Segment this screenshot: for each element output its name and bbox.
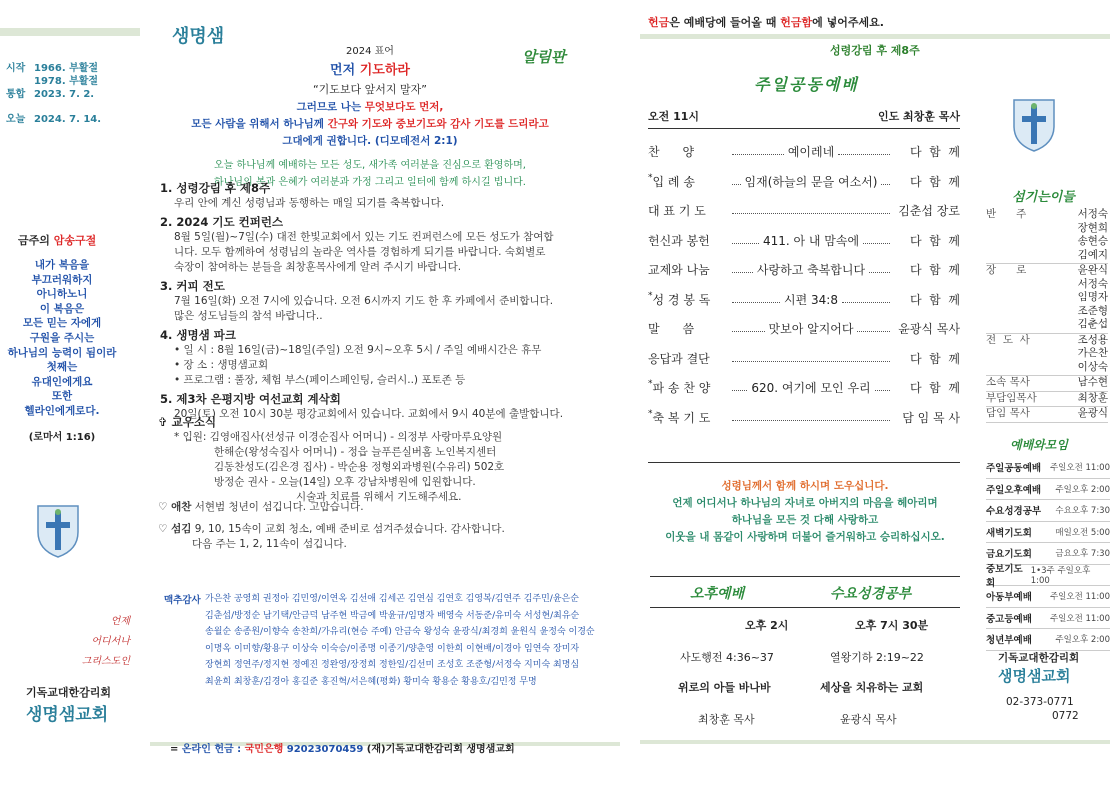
staff-group xyxy=(986,264,1108,334)
staff-name: 서정숙 xyxy=(1077,208,1108,220)
welcome-2: 하나님의 복과 은혜가 여러분과 가정 그리고 일터에 함께 하시길 빕니다. xyxy=(214,177,526,188)
memory-verse-line: 이 복음은 xyxy=(39,302,85,315)
order-content xyxy=(728,379,894,396)
blessing-2: 언제 어디서나 하나님의 자녀로 아버지의 마음을 헤아리며 xyxy=(672,497,938,509)
wednesday-title: 수요성경공부 xyxy=(830,586,912,602)
staff-name: 최창훈 xyxy=(1077,391,1108,404)
order-content xyxy=(728,207,894,214)
notice-line: 7월 16일(화) 오전 7시에 있습니다. 오전 6시까지 기도 한 후 카페에서 준비합니다. xyxy=(174,295,554,307)
order-name xyxy=(648,379,728,396)
order-name xyxy=(648,350,728,367)
order-name xyxy=(648,173,728,190)
notice-board-title: 알림판 xyxy=(522,48,566,66)
order-name-text: 입 례 송 xyxy=(652,174,695,189)
order-content-text: 임재(하늘의 문을 여소서) xyxy=(744,174,878,189)
staff-row xyxy=(986,392,1108,406)
wednesday-preacher: 윤광식 목사 xyxy=(840,713,897,726)
blessing-3: 하나님을 모든 것 다해 사랑하고 xyxy=(731,514,879,526)
service-header xyxy=(648,108,960,129)
staff-name: 이상숙 xyxy=(1077,360,1108,373)
memory-verse-line: 모든 믿는 자에게 xyxy=(22,317,102,330)
staff-name: 조준형 xyxy=(1077,304,1108,317)
dots xyxy=(732,414,890,421)
order-content xyxy=(728,414,894,421)
notice-line: 숙장이 참여하는 분들을 최창훈목사에게 알려 주시기 바랍니다. xyxy=(174,261,462,273)
meeting-time: 수요오후 7:30 xyxy=(1055,506,1110,517)
staff-name: 윤완식 xyxy=(1077,264,1108,276)
staff-row xyxy=(986,264,1108,278)
thanksgiving-line: 이명옥 이미향/황용구 이상숙 이숙승/이종명 이종기/양춘영 이한희 이현배/이경아 임연숙 장미자 xyxy=(205,643,580,654)
church-emblem-icon xyxy=(36,502,80,558)
notice-line: • 프로그램 : 풀장, 체험 부스(페이스페인팅, 슬러시..) 포토존 등 xyxy=(174,374,466,386)
meeting-time: 주일오후 2:00 xyxy=(1055,635,1110,646)
order-who: 김춘섭 장로 xyxy=(898,204,960,218)
church-news-body xyxy=(158,430,618,505)
order-mark: * xyxy=(648,172,653,183)
notices xyxy=(160,180,620,425)
header-bar-left xyxy=(0,28,140,36)
staff-title: 섬기는이들 xyxy=(1012,190,1075,205)
meeting-row xyxy=(986,457,1110,479)
order-row xyxy=(648,143,960,160)
staff-role xyxy=(986,249,1044,263)
order-name-text: 응답과 결단 xyxy=(648,351,710,366)
order-mark: * xyxy=(648,290,653,301)
staff-row xyxy=(986,222,1108,236)
date-row: 1978. 부활절 xyxy=(34,76,99,87)
wednesday-sermon: 세상을 치유하는 교회 xyxy=(820,681,924,694)
order-who: 다 함 께 xyxy=(909,233,960,248)
afternoon-section xyxy=(650,576,960,726)
order-name-text: 찬 양 xyxy=(648,145,695,159)
phone-1: 02-373-0771 xyxy=(1006,696,1074,708)
afternoon-title: 오후예배 xyxy=(690,586,745,602)
memory-verse-line: 첫째는 xyxy=(46,361,78,374)
order-content-text: 시편 34:8 xyxy=(784,292,838,307)
verse-line-2: 모든 사람을 위해서 하나님께 간구와 기도와 중보기도와 감사 기도를 드리라고 xyxy=(191,118,549,130)
blessing-1: 성령님께서 함께 하시며 도우십니다. xyxy=(721,480,889,492)
order-who: 윤광식 목사 xyxy=(898,322,960,336)
staff-row xyxy=(986,347,1108,361)
notice-item xyxy=(160,327,620,388)
news-line: 방정순 권사 - 오늘(14일) 오후 강남차병원에 입원합니다. xyxy=(214,476,476,488)
notice-title: 2. 2024 기도 컨퍼런스 xyxy=(160,215,284,229)
order-name xyxy=(648,202,728,219)
date-row: 오늘 2024. 7. 14. xyxy=(6,114,102,125)
dots xyxy=(732,178,741,185)
staff-role: 소속 목사 xyxy=(986,376,1030,388)
memory-verse-line: 헬라인에게로다. xyxy=(24,404,100,417)
dots xyxy=(857,325,890,332)
thanksgiving-line: 가은찬 공영희 권정아 김민영/이연옥 김선애 김세곤 김연심 김연호 김영복/김연주 김주민/윤은순 xyxy=(205,594,579,604)
dots xyxy=(732,148,784,155)
dots xyxy=(732,266,753,273)
flower-notice: ♡ 애찬 서현범 청년이 섬깁니다. 고맙습니다. xyxy=(158,501,364,513)
thanksgiving-list xyxy=(205,591,625,690)
order-content xyxy=(728,143,894,160)
afternoon-sermon: 위로의 아들 바나바 xyxy=(678,681,771,694)
church-emblem-icon xyxy=(1012,96,1056,152)
notice-line: 우리 안에 계신 성령님과 동행하는 매일 되기를 축복합니다. xyxy=(174,197,445,209)
order-content xyxy=(728,261,894,278)
order-row xyxy=(648,350,960,367)
staff-role: 부담임목사 xyxy=(986,391,1037,404)
meeting-time: 1•3주 주일오후 1:00 xyxy=(1030,565,1091,586)
staff-name: 송현승 xyxy=(1077,235,1108,247)
thanksgiving-line: 최윤희 최창훈/김경아 홍길준 홍진혁/서은혜(평화) 황미숙 황용순 황용호/김민정 무명 xyxy=(205,676,537,687)
staff-row xyxy=(986,334,1108,348)
staff-name: 김춘섭 xyxy=(1077,318,1108,330)
notice-title: 4. 생명샘 파크 xyxy=(160,328,236,342)
memory-verse-line: 아니하노니 xyxy=(36,288,88,301)
church-news xyxy=(158,414,618,505)
motto-line: 어디서나 xyxy=(91,636,130,647)
staff-name: 임명자 xyxy=(1077,291,1108,303)
motto-line: 그리스도인 xyxy=(81,656,130,667)
church-news-title: ✞ 교우소식 xyxy=(158,415,217,429)
order-row xyxy=(648,409,960,426)
staff-role xyxy=(986,347,1044,361)
order-row xyxy=(648,261,960,278)
staff-role xyxy=(986,222,1044,236)
memory-verse-line: 또한 xyxy=(51,390,73,403)
order-who: 담 임 목 사 xyxy=(902,410,960,425)
meeting-name: 주일공동예배 xyxy=(986,463,1042,475)
church-name-top: 생명샘 xyxy=(172,26,225,47)
phone-2: 0772 xyxy=(1052,710,1079,722)
thanksgiving-line: 김춘섭/방정순 남기택/안금덕 남주현 박금예 박윤규/임명자 배영숙 서동준/유미숙 서성현/최유순 xyxy=(205,610,580,621)
meeting-row xyxy=(986,565,1110,587)
order-name-text: 교제와 나눔 xyxy=(648,263,710,277)
date-row: 통합 2023. 7. 2. xyxy=(6,89,95,100)
order-name xyxy=(648,320,728,337)
meeting-time: 금요오후 7:30 xyxy=(1055,549,1110,560)
thanksgiving-line: 장현희 정연주/정지현 정예진 정완영/장정희 정한일/김선미 조성호 조준형/서정숙 지미숙 최명심 xyxy=(205,660,580,670)
dots xyxy=(863,237,890,244)
dots xyxy=(732,207,890,214)
order-name xyxy=(648,143,728,160)
blessing xyxy=(640,478,970,546)
service-time: 오전 11시 xyxy=(648,110,700,123)
memory-verse-line: 유대인에게요 xyxy=(31,375,93,388)
staff-group xyxy=(986,334,1108,377)
order-row xyxy=(648,202,960,219)
online-offering: = 온라인 헌금 : 국민은행 92023070459 (재)기독교대한감리회 생명샘교회 xyxy=(170,744,515,755)
dots xyxy=(732,355,890,362)
notice-title: 5. 제3차 은평지방 여선교회 계삭회 xyxy=(160,392,341,406)
dots xyxy=(732,237,759,244)
meeting-row xyxy=(986,500,1110,522)
staff-row xyxy=(986,235,1108,249)
staff-row xyxy=(986,361,1108,375)
afternoon-text: 사도행전 4:36~37 xyxy=(680,651,774,664)
order-name-text: 파 송 찬 양 xyxy=(652,381,711,395)
wednesday-time: 오후 7시 30분 xyxy=(855,619,929,632)
staff-row xyxy=(986,407,1108,421)
staff-role: 반 주 xyxy=(986,208,1027,220)
denomination-left: 기독교대한감리회 xyxy=(26,686,112,699)
order-row xyxy=(648,379,960,396)
year-motto: 2024 표어 xyxy=(346,46,394,57)
motto: 먼저 기도하라 xyxy=(330,63,410,78)
service-title: 주일공동예배 xyxy=(754,75,859,94)
order-content-text: 맛보아 알지어다 xyxy=(768,322,854,336)
service-footer-line xyxy=(648,462,960,463)
denomination-right: 기독교대한감리회 xyxy=(998,652,1080,664)
order-row xyxy=(648,232,960,249)
verse-line-1: 그러므로 나는 무엇보다도 먼저, xyxy=(296,101,444,113)
order-content xyxy=(728,232,894,249)
motto xyxy=(40,612,130,672)
meeting-row xyxy=(986,522,1110,544)
meeting-time: 매일오전 5:00 xyxy=(1055,527,1110,538)
order-name-text: 대 표 기 도 xyxy=(648,204,706,218)
order-content-text: 620. 여기에 모인 우리 xyxy=(751,381,871,395)
staff-row xyxy=(986,208,1108,222)
news-line: 김동찬성도(김은경 집사) - 박순용 정형외과병원(수유리) 502호 xyxy=(214,461,505,473)
afternoon-preacher: 최창훈 목사 xyxy=(698,713,755,726)
header-bar-right xyxy=(640,34,1110,39)
offering-reminder: 헌금은 예배당에 들어올 때 헌금함에 넣어주세요. xyxy=(648,16,884,29)
meeting-row xyxy=(986,629,1110,651)
order-mark: * xyxy=(648,379,653,389)
order-name xyxy=(648,232,728,249)
order-content xyxy=(728,355,894,362)
memory-verse-line: 내가 복음을 xyxy=(34,259,90,271)
serve-notice: ♡ 섬김 9, 10, 15속이 교회 청소, 예배 준비로 섬겨주셨습니다. 감사합니다. 다음 주는 1, 2, 11속이 섬깁니다. xyxy=(158,523,505,550)
meetings-title: 예배와모임 xyxy=(1010,438,1068,452)
welcome-1: 오늘 하나님께 예배하는 모든 성도, 새가족 여러분을 진심으로 환영하며, xyxy=(214,160,526,171)
staff-row xyxy=(986,278,1108,292)
order-who: 다 함 께 xyxy=(909,292,960,307)
dots xyxy=(881,178,890,185)
dots xyxy=(732,296,780,303)
memory-verse-line: 부끄러워하지 xyxy=(31,273,93,286)
order-name-text: 헌신과 봉헌 xyxy=(648,233,710,248)
order-row xyxy=(648,291,960,308)
staff-role xyxy=(986,361,1044,375)
notice-title: 3. 커피 전도 xyxy=(160,279,225,293)
staff-role xyxy=(986,318,1044,332)
meeting-name: 주일오후예배 xyxy=(986,484,1042,496)
section-divider xyxy=(650,607,960,608)
memory-verse xyxy=(0,258,124,419)
order-name-text: 축 복 기 도 xyxy=(652,410,711,425)
footer-bar-right xyxy=(640,740,1110,744)
wednesday-text: 열왕기하 2:19~22 xyxy=(830,651,924,664)
notice-line: • 일 시 : 8월 16일(금)~18일(주일) 오전 9시~오후 5시 / 주일 예배시간은 휴무 xyxy=(174,344,542,356)
memory-verse-line: 구원을 주시는 xyxy=(29,331,95,344)
staff-role xyxy=(986,278,1044,292)
dots xyxy=(875,384,890,391)
thanksgiving-line: 송월순 송종원/이향숙 송찬희/가유리(현승 주예) 안금숙 왕성숙 윤광식/최경희 윤원식 윤정숙 이경순 xyxy=(205,627,595,637)
order-name-text: 성 경 봉 독 xyxy=(652,292,711,307)
meeting-row xyxy=(986,479,1110,501)
notice-item xyxy=(160,278,620,324)
week-label: 성령강림 후 제8주 xyxy=(830,44,920,57)
meeting-time: 주일오전 11:00 xyxy=(1049,613,1110,624)
staff-role: 전 도 사 xyxy=(986,333,1030,346)
afternoon-time: 오후 2시 xyxy=(745,619,789,632)
meeting-time: 주일오전 11:00 xyxy=(1049,592,1110,603)
order-name xyxy=(648,291,728,308)
motto-line: 언제 xyxy=(110,616,130,627)
church-name-left: 생명샘교회 xyxy=(26,705,109,725)
dots xyxy=(838,148,890,155)
staff-group xyxy=(986,407,1108,423)
order-who: 다 함 께 xyxy=(909,174,960,189)
staff-row xyxy=(986,249,1108,263)
notice-line: 니다. 모두 함께하여 성령님의 놀라운 역사를 경험하게 되기를 바랍니다. 숙회별로 xyxy=(174,246,546,258)
staff-name: 장현희 xyxy=(1077,221,1108,234)
order-name-text: 말 씀 xyxy=(648,322,695,336)
meeting-row xyxy=(986,608,1110,630)
order-content xyxy=(728,320,894,337)
staff-role: 담임 목사 xyxy=(986,407,1030,419)
meetings-list xyxy=(986,457,1110,651)
staff-row xyxy=(986,291,1108,305)
staff-name: 조성용 xyxy=(1077,333,1108,346)
order-who: 다 함 께 xyxy=(909,381,960,395)
notice-line: • 장 소 : 생명샘교회 xyxy=(174,359,269,371)
staff-row xyxy=(986,318,1108,332)
church-name-right: 생명샘교회 xyxy=(998,667,1071,685)
dots xyxy=(732,384,747,391)
date-row: 시작 1966. 부활절 xyxy=(6,63,99,74)
meeting-row xyxy=(986,586,1110,608)
order-content xyxy=(728,291,894,308)
dots xyxy=(842,296,890,303)
staff-name: 서정숙 xyxy=(1077,277,1108,290)
history-dates xyxy=(6,62,101,126)
order-content-text: 411. 아 내 맘속에 xyxy=(762,233,860,248)
order-who: 다 함 께 xyxy=(909,263,960,277)
verse-line-3: 그대에게 권합니다. (디모데전서 2:1) xyxy=(282,135,458,147)
staff-name: 김예지 xyxy=(1077,248,1108,261)
meeting-name: 새벽기도회 xyxy=(986,527,1032,539)
meeting-name: 중고등예배 xyxy=(986,613,1032,625)
staff-name: 가은찬 xyxy=(1077,347,1108,359)
notice-line: 많은 성도님들의 참석 바랍니다.. xyxy=(174,310,323,322)
notice-item xyxy=(160,214,620,275)
news-line: 한해순(왕성숙집사 어머니) - 정읍 늘푸른실버홈 노인복지센터 xyxy=(214,446,497,458)
order-name xyxy=(648,261,728,278)
meeting-name: 금요기도회 xyxy=(986,549,1032,561)
memory-verse-title: 금주의 암송구절 xyxy=(18,234,97,247)
meeting-name: 중보기도회 xyxy=(986,563,1023,589)
staff-role xyxy=(986,291,1044,305)
order-mark: * xyxy=(648,408,653,419)
notice-line: 8월 5일(월)~7일(수) 대전 한빛교회에서 있는 기도 컨퍼런스에 모든 성도가 참여합 xyxy=(174,231,554,243)
meeting-name: 청년부예배 xyxy=(986,635,1032,647)
meeting-name: 수요성경공부 xyxy=(986,506,1042,518)
staff-role: 장 로 xyxy=(986,264,1027,276)
staff-list xyxy=(986,208,1108,423)
notice-title: 1. 성령강림 후 제8주 xyxy=(160,181,271,195)
meeting-time: 주일오전 11:00 xyxy=(1049,463,1110,474)
staff-row xyxy=(986,376,1108,390)
notice-line: 20일(토) 오전 10시 30분 평강교회에서 있습니다. 교회에서 9시 40분에 출발합니다. xyxy=(174,408,564,420)
staff-group xyxy=(986,376,1108,392)
staff-role xyxy=(986,305,1044,319)
blessing-4: 이웃을 내 몸같이 사랑하며 더불어 즐거워하고 승리하십시오. xyxy=(665,531,945,543)
notice-item xyxy=(160,180,620,211)
quote: “기도보다 앞서지 말자” xyxy=(312,83,428,96)
dots xyxy=(869,266,890,273)
meeting-name: 아동부예배 xyxy=(986,592,1032,604)
news-line: * 입원: 김영애집사(선성규 이경순집사 어머니) - 의정부 사랑마루요양원 xyxy=(174,431,503,443)
memory-verse-line: 하나님의 능력이 됨이라 xyxy=(7,346,117,359)
staff-name: 윤광식 xyxy=(1077,407,1108,419)
order-who: 다 함 께 xyxy=(909,351,960,366)
dots xyxy=(732,325,765,332)
staff-row xyxy=(986,305,1108,319)
order-row xyxy=(648,320,960,337)
meeting-time: 주일오후 2:00 xyxy=(1055,484,1110,495)
memory-verse-ref: (로마서 1:16) xyxy=(28,432,96,443)
order-content xyxy=(728,173,894,190)
staff-role xyxy=(986,235,1044,249)
staff-name: 남수현 xyxy=(1077,376,1108,388)
order-content-text: 예이레네 xyxy=(787,145,835,159)
service-leader: 인도 최창훈 목사 xyxy=(877,110,960,123)
order-name xyxy=(648,409,728,426)
order-content-text: 사랑하고 축복합니다 xyxy=(756,263,866,277)
order-row xyxy=(648,173,960,190)
order-who: 다 함 께 xyxy=(909,145,960,159)
thanksgiving-label: 맥추감사 xyxy=(164,595,201,606)
staff-group xyxy=(986,392,1108,408)
staff-group xyxy=(986,208,1108,264)
news-line: 시술과 치료를 위해서 기도해주세요. xyxy=(296,491,462,503)
